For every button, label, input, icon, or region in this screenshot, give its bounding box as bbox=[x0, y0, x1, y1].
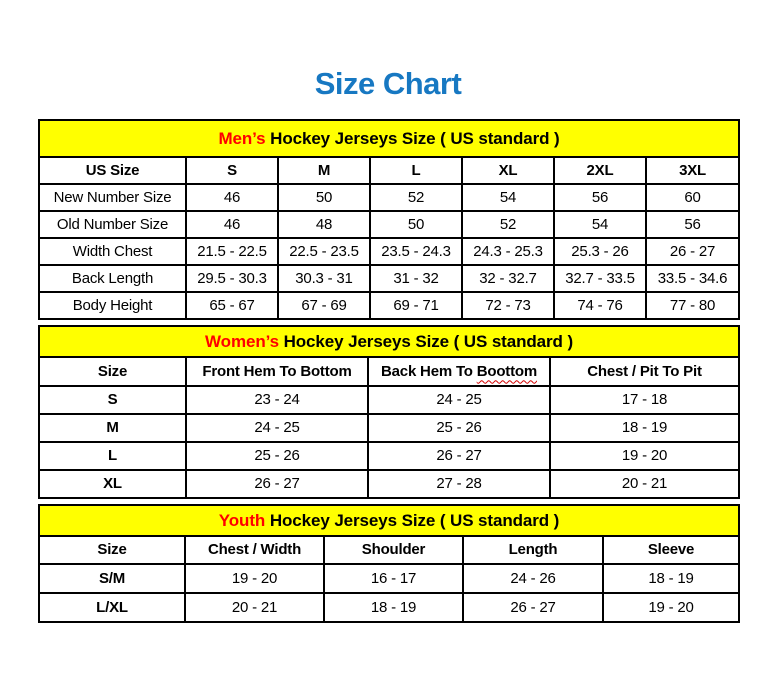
table-row bbox=[39, 564, 739, 593]
mens-size-table bbox=[38, 119, 740, 320]
mens-col-2xl: 2XL bbox=[554, 157, 646, 184]
value-cell: 24 - 25 bbox=[186, 414, 368, 442]
table-row bbox=[39, 442, 739, 470]
value-cell: 17 - 18 bbox=[550, 386, 739, 414]
page-title: Size Chart bbox=[314, 66, 462, 101]
value-cell: 69 - 71 bbox=[370, 292, 462, 319]
row-label-cell: S bbox=[39, 386, 186, 414]
row-label-cell: Body Height bbox=[39, 292, 186, 319]
youth-col-length: Length bbox=[463, 536, 603, 564]
value-cell: 16 - 17 bbox=[324, 564, 463, 593]
row-label-cell: Back Length bbox=[39, 265, 186, 292]
table-row bbox=[39, 238, 739, 265]
value-cell: 48 bbox=[278, 211, 370, 238]
row-label-cell: M bbox=[39, 414, 186, 442]
value-cell: 23.5 - 24.3 bbox=[370, 238, 462, 265]
row-label-cell: Old Number Size bbox=[39, 211, 186, 238]
mens-title-rest: Hockey Jerseys Size ( US standard ) bbox=[270, 128, 560, 148]
value-cell: 19 - 20 bbox=[603, 593, 739, 622]
table-row bbox=[39, 386, 739, 414]
youth-band-row bbox=[39, 505, 739, 536]
table-row bbox=[39, 414, 739, 442]
womens-col-size: Size bbox=[39, 357, 186, 386]
value-cell: 18 - 19 bbox=[324, 593, 463, 622]
back-hem-typo-word: Boottom bbox=[476, 362, 537, 380]
row-label-cell: XL bbox=[39, 470, 186, 498]
value-cell: 56 bbox=[554, 184, 646, 211]
row-label-cell: S/M bbox=[39, 564, 185, 593]
value-cell: 26 - 27 bbox=[646, 238, 739, 265]
table-row bbox=[39, 593, 739, 622]
mens-header-row bbox=[39, 157, 739, 184]
womens-col-front-hem: Front Hem To Bottom bbox=[186, 357, 368, 386]
value-cell: 18 - 19 bbox=[603, 564, 739, 593]
mens-col-us-size: US Size bbox=[39, 157, 186, 184]
size-tables bbox=[38, 119, 738, 628]
youth-section-title bbox=[39, 505, 739, 536]
row-label-cell: New Number Size bbox=[39, 184, 186, 211]
table-row bbox=[39, 265, 739, 292]
value-cell: 56 bbox=[646, 211, 739, 238]
value-cell: 19 - 20 bbox=[550, 442, 739, 470]
table-row bbox=[39, 184, 739, 211]
value-cell: 19 - 20 bbox=[185, 564, 324, 593]
value-cell: 27 - 28 bbox=[368, 470, 550, 498]
value-cell: 46 bbox=[186, 184, 278, 211]
value-cell: 18 - 19 bbox=[550, 414, 739, 442]
womens-section-title bbox=[39, 326, 739, 357]
mens-col-l: L bbox=[370, 157, 462, 184]
row-label-cell: Width Chest bbox=[39, 238, 186, 265]
table-row bbox=[39, 292, 739, 319]
table-row bbox=[39, 211, 739, 238]
mens-col-s: S bbox=[186, 157, 278, 184]
row-label-cell: L/XL bbox=[39, 593, 185, 622]
youth-col-size: Size bbox=[39, 536, 185, 564]
womens-col-chest: Chest / Pit To Pit bbox=[550, 357, 739, 386]
value-cell: 52 bbox=[370, 184, 462, 211]
value-cell: 23 - 24 bbox=[186, 386, 368, 414]
value-cell: 50 bbox=[278, 184, 370, 211]
value-cell: 26 - 27 bbox=[463, 593, 603, 622]
value-cell: 72 - 73 bbox=[462, 292, 554, 319]
value-cell: 52 bbox=[462, 211, 554, 238]
womens-header-row bbox=[39, 357, 739, 386]
value-cell: 31 - 32 bbox=[370, 265, 462, 292]
back-hem-label: Back Hem To bbox=[381, 362, 473, 380]
value-cell: 24.3 - 25.3 bbox=[462, 238, 554, 265]
value-cell: 30.3 - 31 bbox=[278, 265, 370, 292]
mens-band-row bbox=[39, 120, 739, 157]
mens-section-title bbox=[39, 120, 739, 157]
mens-title-accent: Men’s bbox=[218, 128, 266, 148]
value-cell: 50 bbox=[370, 211, 462, 238]
womens-band-row bbox=[39, 326, 739, 357]
mens-col-m: M bbox=[278, 157, 370, 184]
value-cell: 29.5 - 30.3 bbox=[186, 265, 278, 292]
value-cell: 24 - 26 bbox=[463, 564, 603, 593]
youth-header-row bbox=[39, 536, 739, 564]
value-cell: 65 - 67 bbox=[186, 292, 278, 319]
value-cell: 32.7 - 33.5 bbox=[554, 265, 646, 292]
value-cell: 26 - 27 bbox=[368, 442, 550, 470]
youth-col-chest-width: Chest / Width bbox=[185, 536, 324, 564]
value-cell: 22.5 - 23.5 bbox=[278, 238, 370, 265]
value-cell: 67 - 69 bbox=[278, 292, 370, 319]
youth-col-shoulder: Shoulder bbox=[324, 536, 463, 564]
youth-title-rest: Hockey Jerseys Size ( US standard ) bbox=[269, 510, 560, 530]
value-cell: 46 bbox=[186, 211, 278, 238]
row-label-cell: L bbox=[39, 442, 186, 470]
value-cell: 60 bbox=[646, 184, 739, 211]
value-cell: 32 - 32.7 bbox=[462, 265, 554, 292]
value-cell: 33.5 - 34.6 bbox=[646, 265, 739, 292]
mens-col-xl: XL bbox=[462, 157, 554, 184]
womens-title-rest: Hockey Jerseys Size ( US standard ) bbox=[283, 331, 574, 351]
womens-size-table bbox=[38, 325, 740, 499]
youth-col-sleeve: Sleeve bbox=[603, 536, 739, 564]
value-cell: 21.5 - 22.5 bbox=[186, 238, 278, 265]
table-row bbox=[39, 470, 739, 498]
value-cell: 20 - 21 bbox=[185, 593, 324, 622]
youth-title-accent: Youth bbox=[218, 510, 266, 530]
value-cell: 74 - 76 bbox=[554, 292, 646, 319]
womens-col-back-hem bbox=[368, 357, 550, 386]
value-cell: 26 - 27 bbox=[186, 470, 368, 498]
value-cell: 25.3 - 26 bbox=[554, 238, 646, 265]
value-cell: 24 - 25 bbox=[368, 386, 550, 414]
value-cell: 25 - 26 bbox=[186, 442, 368, 470]
value-cell: 77 - 80 bbox=[646, 292, 739, 319]
womens-title-accent: Women’s bbox=[205, 331, 279, 351]
mens-col-3xl: 3XL bbox=[646, 157, 739, 184]
value-cell: 54 bbox=[554, 211, 646, 238]
youth-size-table bbox=[38, 504, 740, 623]
value-cell: 25 - 26 bbox=[368, 414, 550, 442]
value-cell: 20 - 21 bbox=[550, 470, 739, 498]
value-cell: 54 bbox=[462, 184, 554, 211]
